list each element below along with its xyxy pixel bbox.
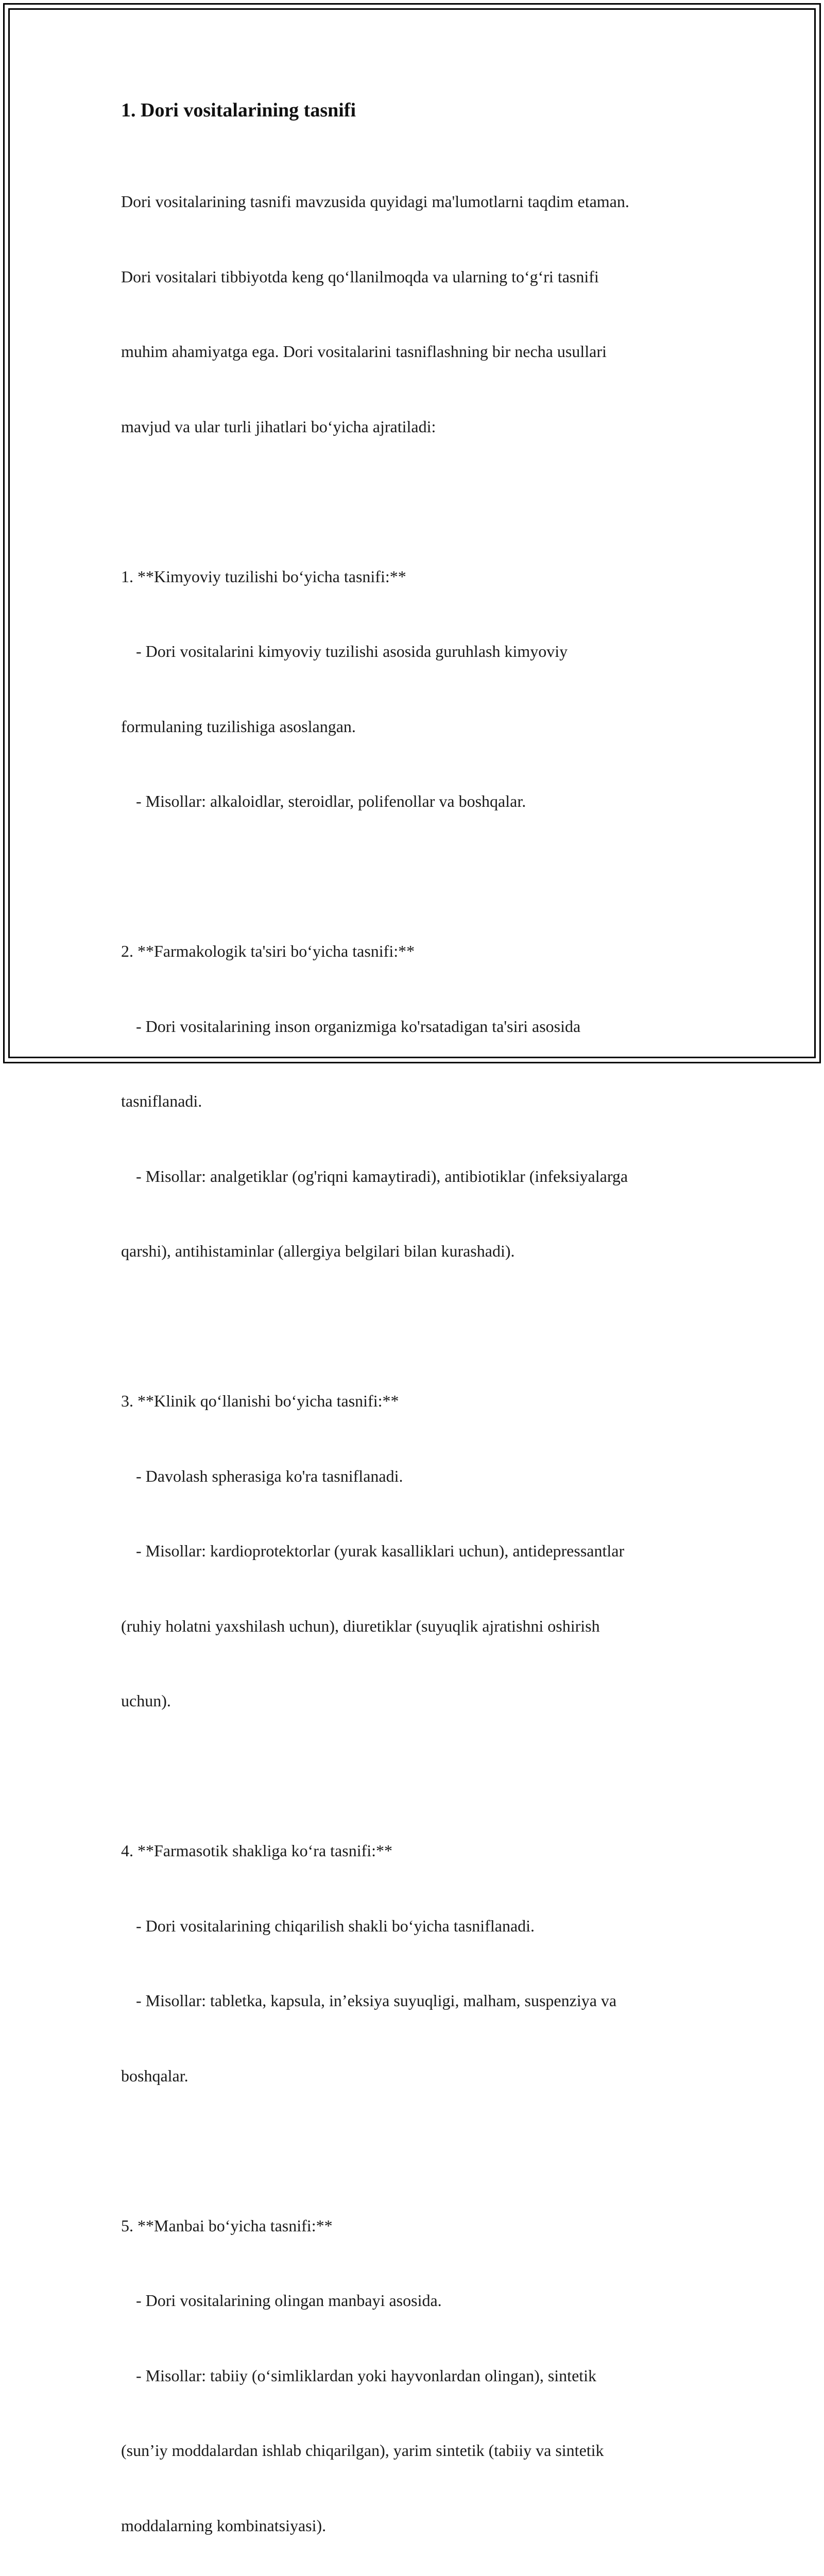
section-examples-cont: moddalarning kombinatsiyasi).	[121, 2513, 718, 2538]
section-examples-cont: qarshi), antihistaminlar (allergiya belgilari bilan kurashadi).	[121, 1239, 718, 1264]
section-description: - Dori vositalarining chiqarilish shakli bo‘yicha tasniflanadi.	[121, 1913, 718, 1939]
section-heading: 4. **Farmasotik shakliga ko‘ra tasnifi:**	[121, 1838, 718, 1863]
section-description-cont: tasniflanadi.	[121, 1089, 718, 1114]
section-examples-cont: (sun’iy moddalardan ishlab chiqarilgan), yarim sintetik (tabiiy va sintetik	[121, 2438, 718, 2463]
section-description: - Davolash spherasiga ko'ra tasniflanadi.	[121, 1464, 718, 1489]
document-body	[121, 98, 718, 2576]
section-description: - Dori vositalarining olingan manbayi asosida.	[121, 2288, 718, 2313]
section-pharmacological	[121, 889, 718, 1314]
section-description: - Dori vositalarining inson organizmiga ko'rsatadigan ta'siri asosida	[121, 1014, 718, 1039]
section-heading: 5. **Manbai bo‘yicha tasnifi:**	[121, 2213, 718, 2239]
intro-paragraph	[121, 139, 718, 489]
intro-line: mavjud va ular turli jihatlari bo‘yicha ajratiladi:	[121, 414, 718, 439]
intro-line: muhim ahamiyatga ega. Dori vositalarini tasniflashning bir necha usullari	[121, 339, 718, 364]
section-heading: 2. **Farmakologik ta'siri bo‘yicha tasnifi:**	[121, 939, 718, 964]
section-examples: - Misollar: analgetiklar (og'riqni kamaytiradi), antibiotiklar (infeksiyalarga	[121, 1164, 718, 1189]
section-examples-cont: boshqalar.	[121, 2063, 718, 2089]
section-description-cont: formulaning tuzilishiga asoslangan.	[121, 714, 718, 739]
section-examples: - Misollar: kardioprotektorlar (yurak kasalliklari uchun), antidepressantlar	[121, 1538, 718, 1564]
intro-line: Dori vositalarining tasnifi mavzusida quyidagi ma'lumotlarni taqdim etaman.	[121, 189, 718, 214]
section-examples: - Misollar: alkaloidlar, steroidlar, polifenollar va boshqalar.	[121, 789, 718, 814]
section-heading: 1. **Kimyoviy tuzilishi bo‘yicha tasnifi:**	[121, 564, 718, 589]
section-chemical	[121, 514, 718, 864]
section-description: - Dori vositalarini kimyoviy tuzilishi asosida guruhlash kimyoviy	[121, 639, 718, 664]
section-dosage-form	[121, 1788, 718, 2138]
section-examples-cont: (ruhiy holatni yaxshilash uchun), diuretiklar (suyuqlik ajratishni oshirish	[121, 1614, 718, 1639]
intro-line: Dori vositalari tibbiyotda keng qo‘llanilmoqda va ularning to‘g‘ri tasnifi	[121, 264, 718, 290]
section-examples-cont: uchun).	[121, 1688, 718, 1714]
section-clinical	[121, 1338, 718, 1764]
section-source	[121, 2163, 718, 2576]
section-heading: 3. **Klinik qo‘llanishi bo‘yicha tasnifi:**	[121, 1388, 718, 1414]
document-title: 1. Dori vositalarining tasnifi	[121, 98, 718, 123]
section-examples: - Misollar: tabletka, kapsula, in’eksiya suyuqligi, malham, suspenziya va	[121, 1988, 718, 2013]
section-examples: - Misollar: tabiiy (o‘simliklardan yoki hayvonlardan olingan), sintetik	[121, 2363, 718, 2388]
